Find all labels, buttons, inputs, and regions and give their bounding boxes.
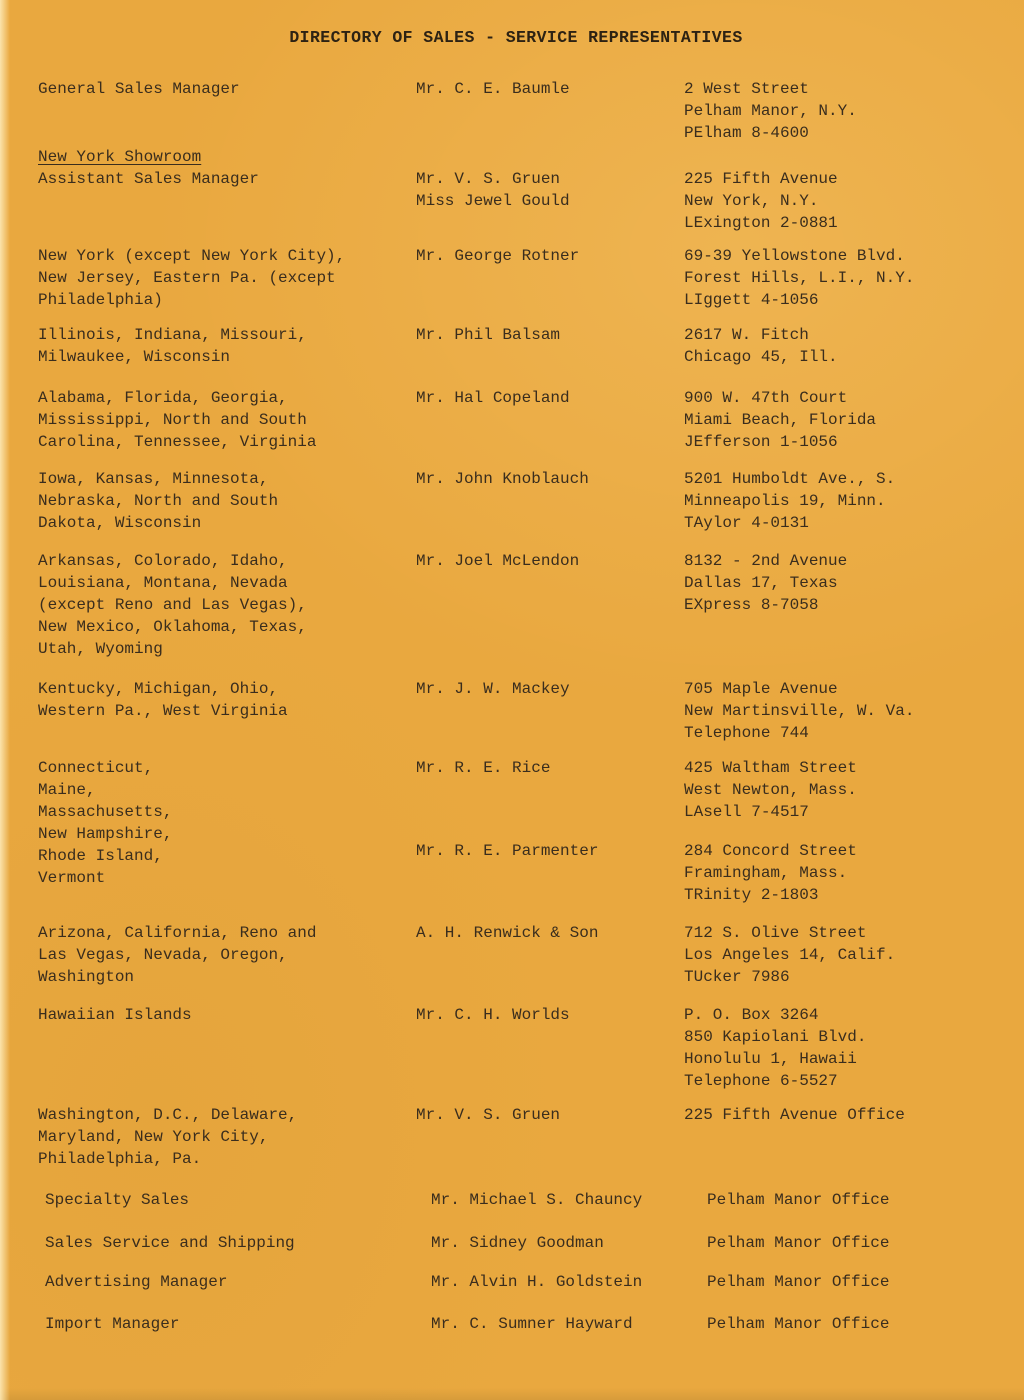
territory-column [38, 550, 416, 660]
rep-name-line: Mr. Phil Balsam [416, 326, 561, 344]
rep-name-line: Mr. Joel McLendon [416, 552, 580, 570]
rep-row [416, 245, 994, 311]
section-heading: New York Showroom [38, 148, 202, 166]
directory-entry [38, 1104, 994, 1170]
territory-line: New Hampshire, [38, 825, 173, 843]
rep-address-line: Pelham Manor Office [707, 1234, 890, 1252]
directory-entry [38, 468, 994, 534]
directory-entry [38, 1189, 994, 1211]
rep-name-line: Miss Jewel Gould [416, 192, 570, 210]
rep-address-block [684, 468, 994, 534]
territory-line: Massachusetts, [38, 803, 173, 821]
rep-name-line: Mr. C. E. Baumle [416, 80, 570, 98]
territory-line: New Jersey, Eastern Pa. (except [38, 269, 336, 287]
territory-column [38, 387, 416, 453]
territory-line: Carolina, Tennessee, Virginia [38, 433, 317, 451]
rep-address-line: Pelham Manor, N.Y. [684, 102, 857, 120]
territory-line: (except Reno and Las Vegas), [38, 596, 307, 614]
rep-address-line: New Martinsville, W. Va. [684, 702, 915, 720]
rep-address-line: TUcker 7986 [684, 968, 790, 986]
rep-address-block [699, 1232, 994, 1254]
territory-column [38, 1189, 423, 1211]
rep-row [416, 840, 994, 906]
rep-address-line: 284 Concord Street [684, 842, 857, 860]
territory-column [38, 1104, 416, 1170]
rep-column-group [416, 1104, 994, 1126]
rep-address-block [684, 168, 994, 234]
rep-name-block [416, 78, 684, 100]
rep-name-block [416, 468, 684, 490]
rep-column-group [416, 146, 994, 234]
territory-line: Nebraska, North and South [38, 492, 279, 510]
territory-column [38, 678, 416, 722]
rep-row [416, 324, 994, 368]
territory-line: Vermont [38, 869, 106, 887]
rep-address-block [699, 1189, 994, 1211]
rep-column-group [423, 1271, 994, 1293]
rep-name-block [416, 678, 684, 700]
rep-address-block [684, 757, 994, 823]
rep-address-line: PElham 8-4600 [684, 124, 809, 142]
rep-name-block [416, 1004, 684, 1026]
rep-column-group [416, 757, 994, 906]
rep-row [416, 678, 994, 744]
directory-entry [38, 245, 994, 311]
directory-entry [38, 387, 994, 453]
territory-line: Iowa, Kansas, Minnesota, [38, 470, 269, 488]
rep-row [416, 1104, 994, 1126]
rep-name-block [423, 1271, 699, 1293]
rep-address-line: Pelham Manor Office [707, 1191, 890, 1209]
rep-address-line: 69-39 Yellowstone Blvd. [684, 247, 905, 265]
rep-address-line: New York, N.Y. [684, 192, 819, 210]
territory-column [38, 1313, 423, 1335]
rep-column-group [423, 1189, 994, 1211]
rep-column-group [416, 550, 994, 616]
territory-line: Arizona, California, Reno and [38, 924, 317, 942]
rep-name-line: Mr. C. Sumner Hayward [431, 1315, 633, 1333]
directory-entry [38, 1271, 994, 1293]
rep-address-line: 425 Waltham Street [684, 759, 857, 777]
rep-address-line: 5201 Humboldt Ave., S. [684, 470, 896, 488]
rep-name-line: Mr. V. S. Gruen [416, 170, 561, 188]
rep-address-line: Minneapolis 19, Minn. [684, 492, 886, 510]
rep-column-group [416, 1004, 994, 1092]
rep-name-line: Mr. Alvin H. Goldstein [431, 1273, 643, 1291]
rep-row [423, 1313, 994, 1335]
territory-line: Illinois, Indiana, Missouri, [38, 326, 307, 344]
directory-entry [38, 324, 994, 368]
territory-line: Philadelphia) [38, 291, 163, 309]
rep-address-line: 225 Fifth Avenue Office [684, 1106, 905, 1124]
rep-address-line: Miami Beach, Florida [684, 411, 877, 429]
rep-address-line: TRinity 2-1803 [684, 886, 819, 904]
rep-address-line: EXpress 8-7058 [684, 596, 819, 614]
rep-column-group [416, 245, 994, 311]
rep-column-group [416, 468, 994, 534]
territory-line: Import Manager [45, 1315, 180, 1333]
rep-column-group [416, 387, 994, 453]
rep-address-line: LExington 2-0881 [684, 214, 838, 232]
rep-address-line: LIggett 4-1056 [684, 291, 819, 309]
rep-address-block [684, 922, 994, 988]
rep-row [416, 468, 994, 534]
directory-entry [38, 678, 994, 744]
territory-line: Hawaiian Islands [38, 1006, 192, 1024]
rep-row [416, 757, 994, 823]
rep-name-block [416, 324, 684, 346]
rep-address-line: P. O. Box 3264 [684, 1006, 819, 1024]
rep-name-block [416, 757, 684, 779]
rep-address-block [684, 840, 994, 906]
rep-address-line: Chicago 45, Ill. [684, 348, 838, 366]
directory-entry [38, 1313, 994, 1335]
rep-name-line: Mr. R. E. Parmenter [416, 842, 599, 860]
rep-column-group [416, 78, 994, 144]
directory-entry [38, 1004, 994, 1092]
directory-entry [38, 1232, 994, 1254]
territory-line: Mississippi, North and South [38, 411, 307, 429]
territory-column [38, 922, 416, 988]
rep-name-line: Mr. J. W. Mackey [416, 680, 570, 698]
territory-line: Sales Service and Shipping [45, 1234, 295, 1252]
rep-address-line: JEfferson 1-1056 [684, 433, 838, 451]
territory-line: Washington [38, 968, 135, 986]
rep-name-line: Mr. Sidney Goodman [431, 1234, 604, 1252]
territory-line: New York (except New York City), [38, 247, 346, 265]
page-title: DIRECTORY OF SALES - SERVICE REPRESENTATIVES [289, 28, 743, 47]
directory-entry [38, 146, 994, 234]
rep-address-line: 705 Maple Avenue [684, 680, 838, 698]
rep-address-line: Dallas 17, Texas [684, 574, 838, 592]
rep-name-line: A. H. Renwick & Son [416, 924, 599, 942]
territory-line: Kentucky, Michigan, Ohio, [38, 680, 279, 698]
territory-line: Advertising Manager [45, 1273, 228, 1291]
territory-column [38, 468, 416, 534]
rep-name-block [423, 1313, 699, 1335]
directory-entry [38, 922, 994, 988]
rep-name-line: Mr. V. S. Gruen [416, 1106, 561, 1124]
rep-row [416, 387, 994, 453]
rep-name-line: Mr. Michael S. Chauncy [431, 1191, 643, 1209]
rep-address-line: 8132 - 2nd Avenue [684, 552, 848, 570]
rep-name-line: Mr. Hal Copeland [416, 389, 570, 407]
territory-column [38, 245, 416, 311]
territory-line: Western Pa., West Virginia [38, 702, 288, 720]
territory-line: Milwaukee, Wisconsin [38, 348, 231, 366]
rep-row [423, 1232, 994, 1254]
rep-address-line: 900 W. 47th Court [684, 389, 848, 407]
rep-address-line: Los Angeles 14, Calif. [684, 946, 896, 964]
rep-address-line: Pelham Manor Office [707, 1315, 890, 1333]
territory-line: Specialty Sales [45, 1191, 190, 1209]
rep-row [416, 550, 994, 616]
rep-address-line: TAylor 4-0131 [684, 514, 809, 532]
territory-line: Maryland, New York City, [38, 1128, 269, 1146]
rep-column-group [423, 1313, 994, 1335]
rep-address-line: 712 S. Olive Street [684, 924, 867, 942]
rep-row [416, 1004, 994, 1092]
rep-column-group [423, 1232, 994, 1254]
territory-line: Louisiana, Montana, Nevada [38, 574, 288, 592]
rep-name-block [416, 840, 684, 862]
rep-address-block [699, 1271, 994, 1293]
rep-name-line: Mr. George Rotner [416, 247, 580, 265]
rep-address-block [684, 678, 994, 744]
territory-column [38, 1004, 416, 1026]
rep-name-block [416, 922, 684, 944]
rep-row [423, 1189, 994, 1211]
rep-row [416, 922, 994, 988]
directory-entry [38, 78, 994, 144]
rep-row [416, 168, 994, 234]
rep-column-group [416, 678, 994, 744]
territory-line: Maine, [38, 781, 96, 799]
territory-column [38, 146, 416, 190]
territory-line: Assistant Sales Manager [38, 170, 259, 188]
directory-entries [38, 78, 994, 1335]
rep-address-block [684, 78, 994, 144]
rep-row [416, 78, 994, 144]
rep-address-line: Pelham Manor Office [707, 1273, 890, 1291]
rep-address-line: Telephone 744 [684, 724, 809, 742]
rep-name-block [416, 168, 684, 212]
rep-name-line: Mr. C. H. Worlds [416, 1006, 570, 1024]
rep-column-group [416, 922, 994, 988]
territory-line: Utah, Wyoming [38, 640, 163, 658]
territory-line: General Sales Manager [38, 80, 240, 98]
rep-address-block [684, 324, 994, 368]
rep-name-block [416, 1104, 684, 1126]
rep-name-block [423, 1189, 699, 1211]
rep-row [423, 1271, 994, 1293]
rep-name-block [416, 550, 684, 572]
rep-address-block [684, 245, 994, 311]
territory-line: Connecticut, [38, 759, 154, 777]
territory-column [38, 757, 416, 889]
directory-entry [38, 550, 994, 660]
rep-address-line: 2617 W. Fitch [684, 326, 809, 344]
rep-name-line: Mr. R. E. Rice [416, 759, 551, 777]
rep-address-line: Telephone 6-5527 [684, 1072, 838, 1090]
territory-line: Arkansas, Colorado, Idaho, [38, 552, 288, 570]
rep-address-line: 2 West Street [684, 80, 809, 98]
rep-address-line: Forest Hills, L.I., N.Y. [684, 269, 915, 287]
rep-address-block [684, 387, 994, 453]
rep-address-line: 225 Fifth Avenue [684, 170, 838, 188]
territory-column [38, 1271, 423, 1293]
territory-line: New Mexico, Oklahoma, Texas, [38, 618, 307, 636]
rep-address-line: LAsell 7-4517 [684, 803, 809, 821]
territory-line: Washington, D.C., Delaware, [38, 1106, 298, 1124]
territory-column [38, 1232, 423, 1254]
territory-line: Alabama, Florida, Georgia, [38, 389, 288, 407]
rep-name-line: Mr. John Knoblauch [416, 470, 589, 488]
rep-column-group [416, 324, 994, 368]
rep-address-line: Honolulu 1, Hawaii [684, 1050, 857, 1068]
rep-name-block [416, 245, 684, 267]
rep-address-block [699, 1313, 994, 1335]
territory-line: Dakota, Wisconsin [38, 514, 202, 532]
rep-name-block [416, 387, 684, 409]
rep-address-block [684, 1004, 994, 1092]
rep-name-block [423, 1232, 699, 1254]
rep-address-block [684, 550, 994, 616]
territory-line: Philadelphia, Pa. [38, 1150, 202, 1168]
rep-address-line: Framingham, Mass. [684, 864, 848, 882]
rep-address-line: West Newton, Mass. [684, 781, 857, 799]
rep-address-block [684, 1104, 994, 1126]
territory-column [38, 324, 416, 368]
territory-line: Las Vegas, Nevada, Oregon, [38, 946, 288, 964]
rep-address-line: 850 Kapiolani Blvd. [684, 1028, 867, 1046]
territory-column [38, 78, 416, 100]
territory-line: Rhode Island, [38, 847, 163, 865]
directory-entry [38, 757, 994, 906]
